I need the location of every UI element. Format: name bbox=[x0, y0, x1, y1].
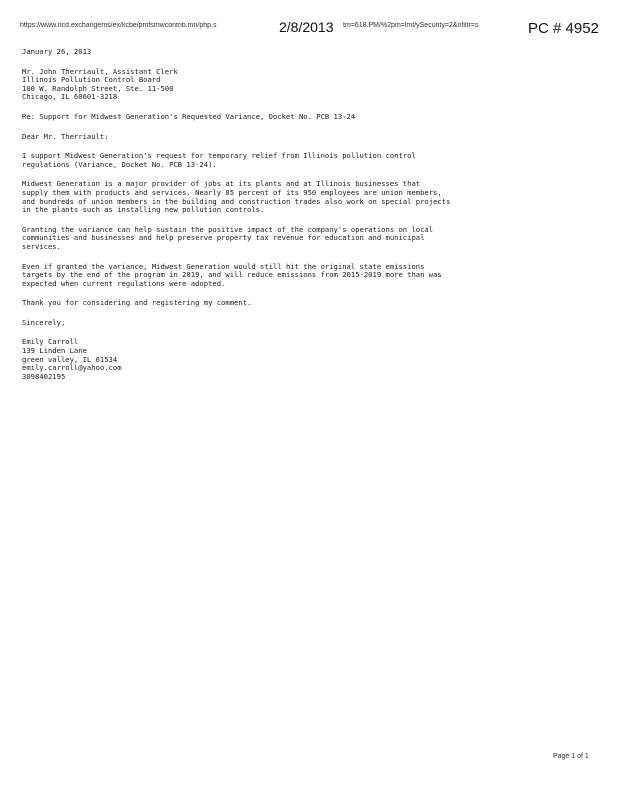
paragraph-2 bbox=[22, 180, 582, 214]
paragraph-5 bbox=[22, 299, 582, 308]
page-counter: Page 1 of 1 bbox=[553, 753, 589, 760]
header-url: https://www.ncd.exchangems/ex/kcbe/pmfsmwcontrib.mn/php.s bbox=[20, 22, 217, 29]
paragraph-line: Even if granted the variance, Midwest Generation would still hit the original state emissions bbox=[22, 262, 425, 271]
header-date: 2/8/2013 bbox=[279, 19, 334, 35]
subject-line: Re: Support for Midwest Generation's Requested Variance, Docket No. PCB 13-24 bbox=[22, 112, 356, 121]
signature-email: emily.carroll@yahoo.com bbox=[22, 364, 122, 373]
paragraph-line: supply them with products and services. Nearly 85 percent of its 950 employees are union members, bbox=[22, 188, 442, 197]
letter-body bbox=[22, 48, 582, 381]
paragraph-line: regulations (Variance, Docket No. PCB 13-24). bbox=[22, 160, 217, 169]
paragraph-line: in the plants such as installing new pollution controls. bbox=[22, 206, 265, 215]
header-url-continued: tm=618.PM/%2pm=lmt/ySecurity=2&nfiltr=s bbox=[343, 22, 479, 29]
signature-name: Emily Carroll bbox=[22, 338, 79, 347]
paragraph-line: services. bbox=[22, 242, 61, 251]
paragraph-line: Midwest Generation is a major provider of jobs at its plants and at Illinois businesses that bbox=[22, 180, 421, 189]
paragraph-line: targets by the end of the program in 2019, and will reduce emissions from 2015-2019 more than was bbox=[22, 271, 442, 280]
letter-date: January 26, 2013 bbox=[22, 48, 92, 56]
paragraph-4 bbox=[22, 263, 582, 289]
recipient-line: Mr. John Therriault, Assistant Clerk bbox=[22, 67, 178, 76]
recipient-line: Chicago, IL 60601-3218 bbox=[22, 93, 118, 102]
paragraph-line: expected when current regulations were adopted. bbox=[22, 279, 226, 288]
paragraph-line: and hundreds of union members in the building and construction trades also work on special projects bbox=[22, 197, 451, 206]
closing: Sincerely, bbox=[22, 318, 66, 327]
recipient-line: 100 W. Randolph Street, Ste. 11-500 bbox=[22, 84, 174, 93]
paragraph-line: I support Midwest Generation's request for temporary relief from Illinois pollution control bbox=[22, 152, 416, 161]
recipient-address bbox=[22, 68, 582, 102]
paragraph-line: Thank you for considering and registering my comment. bbox=[22, 299, 252, 308]
paragraph-line: communities and businesses and help preserve property tax revenue for education and municipal bbox=[22, 234, 425, 243]
signature-block bbox=[22, 338, 582, 381]
recipient-line: Illinois Pollution Control Board bbox=[22, 76, 161, 85]
paragraph-line: Granting the variance can help sustain the positive impact of the company's operations on local bbox=[22, 225, 434, 234]
pc-number: PC # 4952 bbox=[528, 20, 599, 37]
signature-line: 139 Linden Lane bbox=[22, 347, 87, 356]
paragraph-3 bbox=[22, 226, 582, 252]
paragraph-1 bbox=[22, 152, 582, 169]
signature-phone: 3098402195 bbox=[22, 372, 66, 381]
signature-line: green valley, IL 61534 bbox=[22, 355, 118, 364]
salutation: Dear Mr. Therriault: bbox=[22, 132, 109, 141]
